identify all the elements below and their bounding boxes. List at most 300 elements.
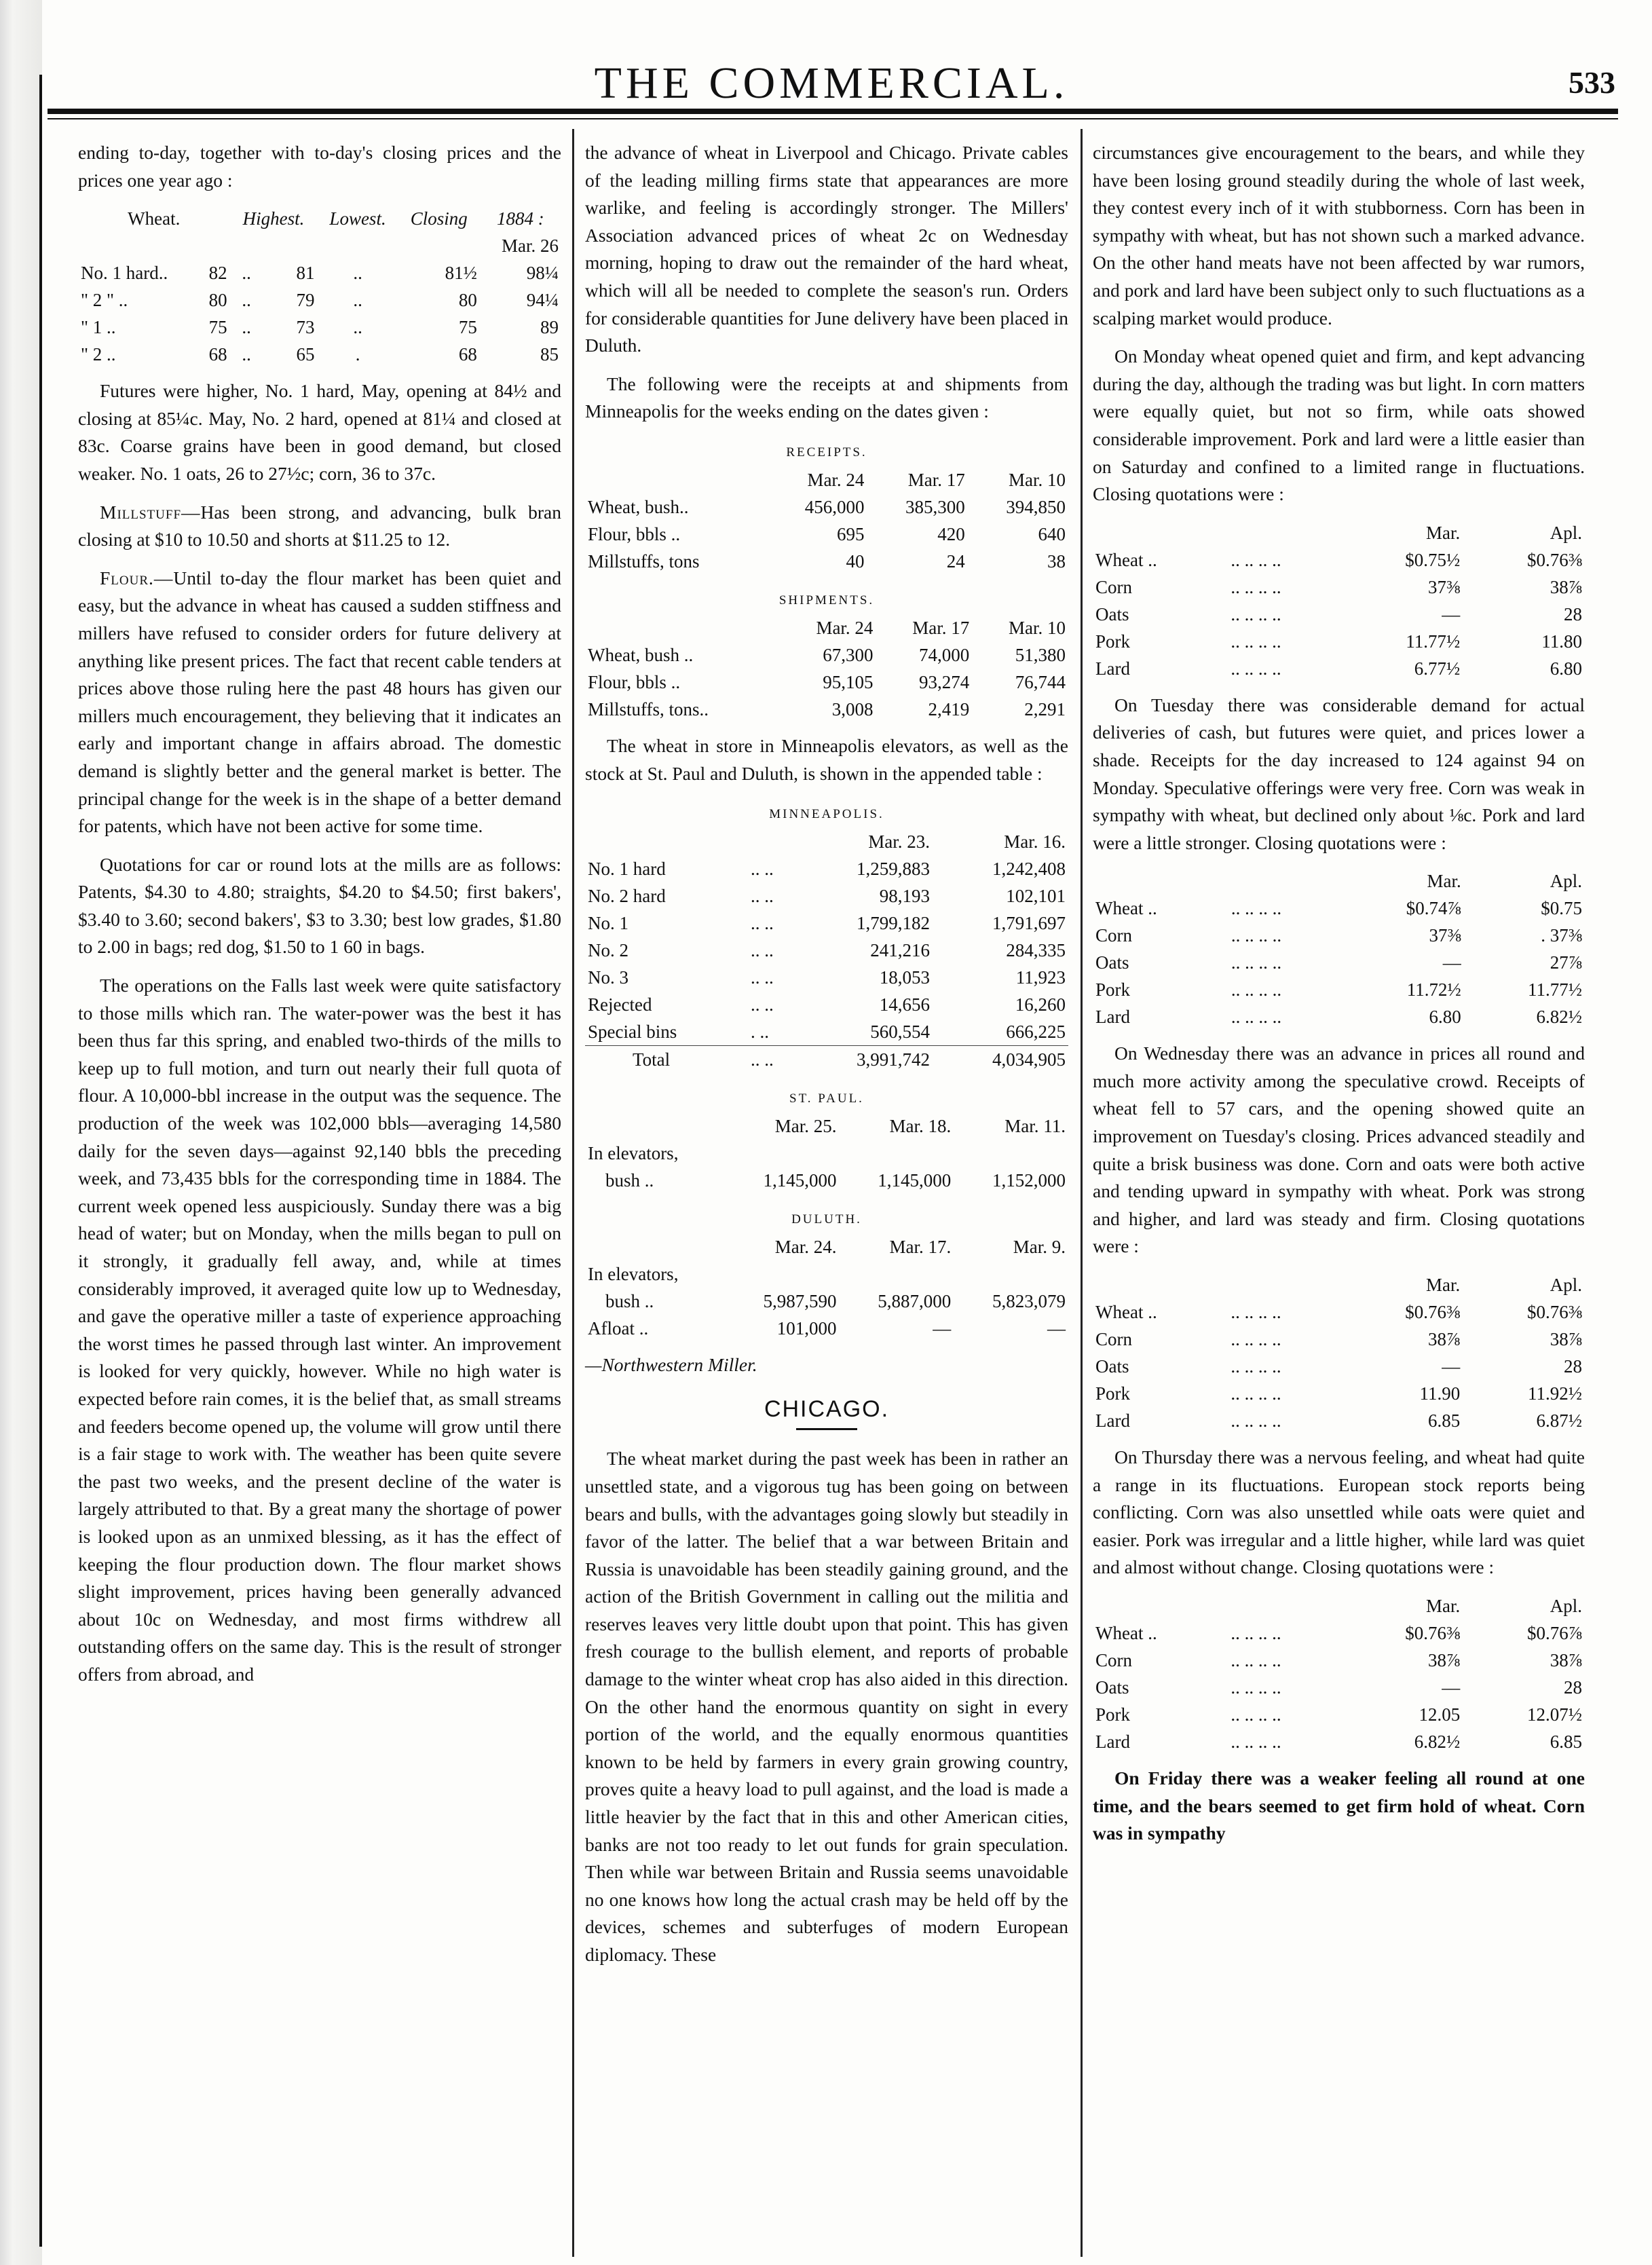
table-row — [585, 1315, 1068, 1342]
table-cell: .. .. — [751, 859, 774, 880]
table-cell: 37⅜ — [1429, 925, 1461, 946]
table-row — [1093, 574, 1585, 601]
page-number: 533 — [1569, 65, 1615, 100]
table-cell: 456,000 — [804, 496, 865, 517]
table-cell: Wheat .. — [1095, 1302, 1157, 1323]
table-cell: Oats — [1095, 603, 1129, 624]
table-cell: — — [1442, 1356, 1461, 1377]
column-rule-1 — [572, 129, 574, 2257]
table-cell: 40 — [846, 550, 865, 572]
table-cell: 89 — [540, 317, 559, 338]
table-cell: Wheat, bush .. — [588, 644, 694, 665]
table-row — [585, 937, 1068, 964]
tuesday-quotes-table — [1093, 867, 1585, 1030]
table-cell: 101,000 — [776, 1318, 837, 1339]
table-cell: Mar. 24 — [816, 617, 874, 638]
table-cell: 11.72½ — [1406, 979, 1461, 1000]
table-cell: Pork — [1095, 979, 1131, 1000]
table-cell: Mar. — [1425, 1596, 1461, 1616]
column-rule-2 — [1081, 129, 1083, 2257]
table-cell: Oats — [1095, 952, 1129, 973]
table-row — [1093, 1728, 1585, 1755]
table-header-row — [1093, 1592, 1585, 1620]
table-cell: 394,850 — [1006, 496, 1066, 517]
table-cell: " 1 .. — [81, 317, 116, 338]
table-row — [585, 521, 1068, 548]
table-cell: Pork — [1095, 1383, 1131, 1404]
table-cell: bush .. — [605, 1291, 654, 1312]
table-cell: Wheat .. — [1095, 549, 1157, 570]
table-row — [1093, 1353, 1585, 1380]
table-cell: Mar. — [1427, 871, 1461, 892]
table-cell: Mar. 11. — [1005, 1116, 1066, 1137]
paragraph-text: Until to-day the flour market has been quiet and easy, but the advance in wheat has caused a sudden stiffness and millers have refused to consider orders for future delivery at anything like present prices. The fact that recent cable tenders at prices above those ruling here the past 48 hours has given our millers much encouragement, they believing that it indicates an early and important change in affairs abroad. The domestic demand is slightly better and the general market is better. The principal change for the week is in the shape of a better demand for patents, which have not been active for some time. — [78, 567, 561, 837]
table-cell: .. .. — [751, 913, 774, 934]
table-row — [1093, 1326, 1585, 1353]
table-cell: Corn — [1095, 1650, 1132, 1670]
table-cell: 6.87½ — [1536, 1410, 1582, 1431]
table-cell: $0.76⅞ — [1527, 1623, 1582, 1643]
table-cell: .. — [242, 290, 251, 311]
table-cell: .. .. .. .. — [1231, 1302, 1281, 1323]
table-cell: In elevators, — [588, 1264, 679, 1285]
table-cell: 28 — [1564, 1356, 1582, 1377]
table-cell: 11.92½ — [1528, 1383, 1582, 1404]
table-cell: 11.80 — [1541, 631, 1582, 652]
paragraph: ending to-day, together with to-day's closing prices and the prices one year ago : — [78, 142, 561, 191]
table-cell: 3,008 — [831, 698, 874, 719]
table-cell: 76,744 — [1015, 671, 1066, 692]
table-cell: No. 3 — [588, 967, 628, 988]
table-cell: Wheat .. — [1095, 1623, 1157, 1643]
table-cell: Flour, bbls .. — [588, 671, 681, 692]
column-3 — [1093, 139, 1585, 1858]
table-cell: Pork — [1095, 1704, 1131, 1725]
table-cell: 75 — [208, 317, 227, 338]
table-row — [585, 910, 1068, 937]
paragraph: circumstances give encouragement to the bears, and while they have been losing ground steadily during the whole of last week, they contest every inch of it with stubborness. Corn has been in sympathy with wheat, but has not shown such a marked advance. On the other hand meats have not been affected by war rumors, and pork and lard have been subject only to such fluctuations as a scalping market would produce. — [1093, 142, 1585, 329]
table-cell: 65 — [296, 344, 315, 365]
table-cell: 385,300 — [905, 496, 965, 517]
table-cell: 68 — [208, 344, 227, 365]
table-cell: Closing — [410, 208, 468, 229]
table-header-row — [585, 466, 1068, 493]
table-cell: No. 2 hard — [588, 886, 666, 907]
table-cell: 95,105 — [823, 671, 874, 692]
table-cell: 560,554 — [870, 1022, 930, 1043]
gutter-line — [39, 75, 42, 2247]
table-cell: Mar. 17 — [907, 469, 965, 490]
table-cell: .. .. .. .. — [1231, 1623, 1281, 1643]
table-row — [1093, 1620, 1585, 1647]
table-row — [585, 696, 1068, 723]
paragraph: On Tuesday there was considerable demand for actual deliveries of cash, but futures were quiet, and prices lower a shade. Receipts for the day increased to 124 against 94 on Monday. Speculative offerings were very free. Corn was weak in sympathy with wheat, but declined only about ⅛c. Pork and lard were a little stronger. Closing quotations were : — [1093, 694, 1585, 853]
table-cell: 5,887,000 — [878, 1291, 952, 1312]
table-cell: 67,300 — [823, 644, 874, 665]
paragraph: On Monday wheat opened quiet and firm, and kept advancing during the day, although the trading was but light. In corn matters were equally quiet, but not so firm, while oats showed considerable improvement. Pork and lard were a little easier than on Saturday and confined to a limited range in fluctuations. Closing quotations were : — [1093, 345, 1585, 505]
table-cell: 24 — [946, 550, 965, 572]
table-cell: 666,225 — [1006, 1022, 1066, 1043]
table-cell: .. .. .. .. — [1231, 603, 1281, 624]
table-cell: Lard — [1095, 1410, 1130, 1431]
table-caption: RECEIPTS. — [786, 445, 867, 460]
paragraph — [78, 565, 561, 840]
paragraph: The wheat market during the past week has been in rather an unsettled state, and a vigorous tug has been going on between bears and bulls, with the advantages going slowly but steadily in favor of the latter. The belief that a war between Britain and Russia is unavoidable has been steadily gaining ground, and the action of the British Government in calling out the militia and reserves leaves very little doubt upon that point. This has given fresh courage to the bullish element, and reports of probable damage to the winter wheat crop has also aided in this direction. On the other hand the enormous quantity on sight in every portion of the world, and the equally enormous quantities known to be held by farmers in every grain growing country, proves quite a heavy load to pull against, and the load is made a little heavier by the fact that in this and other American cities, banks are not too ready to let out funds for grain speculation. Then while war between Britain and Russia seems unavoidable no one knows how long the actual crash may be held off by the devices, schemes and subterfuges of modern European diplomacy. These — [585, 1448, 1068, 1965]
table-cell: 85 — [540, 344, 559, 365]
table-header-row — [78, 205, 561, 232]
table-cell: — — [1047, 1318, 1066, 1339]
table-cell: 6.77½ — [1414, 658, 1461, 679]
section-heading-chicago: CHICAGO. — [764, 1396, 890, 1422]
table-cell: 241,216 — [870, 940, 930, 961]
table-cell: 1,799,182 — [856, 913, 930, 934]
table-cell: .. .. .. .. — [1231, 925, 1282, 946]
table-cell: 6.85 — [1550, 1731, 1582, 1752]
table-cell: 68 — [458, 344, 477, 365]
table-cell: No. 1 hard — [588, 859, 666, 880]
table-cell: Mar. 24 — [807, 469, 865, 490]
table-cell: .. .. — [751, 940, 774, 961]
table-row — [1093, 949, 1585, 976]
source-credit: —Northwestern Miller. — [585, 1354, 757, 1376]
table-cell: .. .. — [751, 994, 774, 1015]
table-cell: .. — [353, 290, 362, 311]
table-header-row — [1093, 867, 1585, 895]
table-cell: $0.74⅞ — [1406, 898, 1461, 919]
table-cell: 28 — [1564, 603, 1582, 624]
table-cell: — — [1442, 1677, 1461, 1698]
table-cell: In elevators, — [588, 1143, 679, 1164]
table-cell: .. — [353, 317, 362, 338]
paragraph: The following were the receipts at and shipments from Minneapolis for the weeks ending on the dates given : — [585, 373, 1068, 422]
table-row — [1093, 1298, 1585, 1326]
table-row — [585, 493, 1068, 521]
table-cell: " 2 " .. — [81, 290, 128, 311]
table-cell: 3,991,742 — [856, 1049, 930, 1070]
table-total-row — [585, 1046, 1068, 1074]
table-cell: — — [933, 1318, 952, 1339]
table-row — [1093, 1647, 1585, 1674]
table-cell: Mar. 23. — [868, 831, 930, 853]
table-cell: Special bins — [588, 1022, 677, 1043]
table-row — [78, 286, 561, 314]
table-cell: — — [1442, 952, 1461, 973]
table-cell: " 2 .. — [81, 344, 116, 365]
table-cell: Mar. 17. — [889, 1237, 952, 1258]
paragraph: On Thursday there was a nervous feeling, and wheat had quite a range in its fluctuations. European stock reports being conflicting. Corn was also unsettled while oats were quiet and easier. Pork was irregular and a little higher, while lard was quiet and almost without change. Closing quotations were : — [1093, 1446, 1585, 1578]
thursday-quotes-table — [1093, 1592, 1585, 1755]
table-cell: 284,335 — [1006, 940, 1066, 961]
table-cell: Lard — [1095, 658, 1130, 679]
table-header-row — [1093, 519, 1585, 546]
paragraph: The operations on the Falls last week were quite satisfactory to those mills which ran. The water-power was the best it has been thus far this spring, and enabled two-thirds of the mills to keep up to full motion, and turn out nearly their full quota of flour. A 10,000-bbl increase in the output was the sequence. The production of the week was 102,000 bbls—averaging 14,580 daily for the seven days—against 92,140 bbls the preceding week, and 73,435 bbls for the corresponding time in 1884. The current week opened less auspiciously. Sunday there was a big head of water; but on Monday, when the mills began to pull on it strongly, it gradually fell away, and, while at times considerably improved, it averaged quite low up to Wednesday, and gave the operative miller a taste of experience approaching the worst times he passed through last winter. An improvement is looked for very quickly, however. While no high water is expected before rain comes, it is the belief that, as small streams and feeders become opened up, the volume will grow until there is a fair stage to work with. The weather has been quite severe the past two weeks, and the present decline of the water is largely attributed to that. By a great many the shortage of power is looked upon as an unmixed blessing, as it has the effect of keeping the flour production down. The flour market shows slight improvement, prices having been generally advanced about 10c on Wednesday, and most firms withdrew all outstanding offers on the same day. This is the result of stronger offers from abroad, and — [78, 975, 561, 1685]
table-cell: Corn — [1095, 925, 1132, 946]
table-cell: 93,274 — [918, 671, 970, 692]
table-cell: 12.07½ — [1527, 1704, 1582, 1725]
wednesday-quotes-table — [1093, 1271, 1585, 1434]
table-cell: 6.80 — [1550, 658, 1582, 679]
table-cell: 28 — [1564, 1677, 1582, 1698]
table-caption: MINNEAPOLIS. — [769, 807, 884, 822]
table-cell: Pork — [1095, 631, 1131, 652]
table-cell: 12.05 — [1419, 1704, 1461, 1725]
table-cell: Total — [633, 1049, 671, 1070]
table-cell: Mar. 25. — [774, 1116, 837, 1137]
table-cell: — — [1442, 603, 1461, 624]
table-cell: 38⅞ — [1550, 576, 1582, 597]
table-cell: No. 2 — [588, 940, 628, 961]
table-cell: Mar. 26 — [502, 236, 559, 257]
table-cell: 81½ — [445, 263, 477, 284]
table-row — [585, 1140, 1068, 1167]
run-in-heading: Millstuff— — [100, 501, 201, 523]
table-cell: Apl. — [1550, 871, 1582, 892]
table-cell: 420 — [937, 523, 965, 544]
table-row — [78, 314, 561, 341]
table-cell: No. 1 hard.. — [81, 263, 168, 284]
table-header-row — [585, 1233, 1068, 1260]
running-head: THE COMMERCIAL. — [594, 58, 1069, 108]
table-cell: $0.76⅜ — [1527, 1302, 1582, 1323]
table-row — [1093, 1003, 1585, 1030]
table-cell: .. .. .. .. — [1231, 631, 1281, 652]
table-row — [585, 1288, 1068, 1315]
table-cell: . 37⅜ — [1541, 925, 1582, 946]
table-cell: 27⅞ — [1550, 952, 1582, 973]
table-cell: Lard — [1095, 1731, 1130, 1752]
table-cell: 18,053 — [879, 967, 930, 988]
table-row — [78, 259, 561, 286]
table-cell: Millstuffs, tons — [588, 550, 700, 572]
monday-quotes-table — [1093, 519, 1585, 682]
table-cell: Apl. — [1550, 522, 1582, 543]
table-row — [1093, 1701, 1585, 1728]
paragraph: Quotations for car or round lots at the mills are as follows: Patents, $4.30 to 4.80; straights, $4.20 to $4.50; first bakers', $3.40 to 3.60; second bakers', $3 to 3.30; best low grades, $1.80 to 2.00 in bags; red dog, $1.50 to 1 60 in bags. — [78, 853, 561, 958]
table-cell: . .. — [751, 1022, 770, 1043]
table-cell: Apl. — [1550, 1596, 1582, 1616]
table-cell: Oats — [1095, 1356, 1129, 1377]
table-cell: 1,145,000 — [763, 1170, 837, 1191]
table-cell: .. — [353, 263, 362, 284]
table-cell: Corn — [1095, 1329, 1132, 1350]
table-cell: 38 — [1047, 550, 1066, 572]
table-cell: 75 — [458, 317, 477, 338]
table-cell: .. .. .. .. — [1231, 1704, 1281, 1725]
table-cell: Corn — [1095, 576, 1132, 597]
table-cell: 16,260 — [1015, 994, 1066, 1015]
table-cell: 1,242,408 — [992, 859, 1066, 880]
table-cell: 80 — [458, 290, 477, 311]
table-cell: Highest. — [242, 208, 305, 229]
table-header-row — [585, 614, 1068, 641]
paragraph: The wheat in store in Minneapolis elevators, as well as the stock at St. Paul and Duluth, is shown in the appended table : — [585, 734, 1068, 784]
table-cell: 6.80 — [1429, 1007, 1461, 1028]
table-cell: 6.82½ — [1536, 1007, 1582, 1028]
table-cell: 38⅞ — [1427, 1329, 1461, 1350]
table-cell: Lard — [1095, 1007, 1130, 1028]
table-cell: .. .. .. .. — [1231, 1007, 1282, 1028]
table-cell: Mar. 10 — [1009, 469, 1066, 490]
table-cell: $0.76⅜ — [1405, 1623, 1461, 1643]
table-row — [585, 1018, 1068, 1046]
header-rule-thick — [48, 109, 1618, 114]
table-cell: 11,923 — [1015, 967, 1066, 988]
table-row — [585, 855, 1068, 882]
table-cell: 6.85 — [1427, 1410, 1461, 1431]
table-row — [585, 1167, 1068, 1194]
table-row — [585, 991, 1068, 1018]
table-row — [1093, 895, 1585, 922]
table-cell: 74,000 — [918, 644, 970, 665]
table-row — [585, 1260, 1068, 1288]
table-cell: Rejected — [588, 994, 652, 1015]
table-row — [1093, 1674, 1585, 1701]
table-cell: Mar. 17 — [912, 617, 970, 638]
binding-margin — [0, 0, 42, 2265]
table-cell: Apl. — [1550, 1275, 1582, 1296]
table-cell: 640 — [1038, 523, 1066, 544]
table-row — [1093, 1380, 1585, 1407]
table-cell: 38⅞ — [1550, 1329, 1582, 1350]
table-caption: DULUTH. — [791, 1212, 862, 1227]
table-cell: 695 — [836, 523, 865, 544]
table-cell: 1,152,000 — [992, 1170, 1066, 1191]
table-cell: $0.76⅜ — [1405, 1302, 1461, 1323]
table-cell: 73 — [296, 317, 315, 338]
table-cell: 102,101 — [1006, 886, 1066, 907]
paragraph: Futures were higher, No. 1 hard, May, opening at 84½ and closing at 85¼c. May, No. 2 hard, opened at 81¼ and closed at 83c. Coarse grains have been in good demand, but closed weaker. No. 1 oats, 26 to 27½c; corn, 36 to 37c. — [78, 380, 561, 484]
table-cell: Mar. 16. — [1004, 831, 1066, 853]
table-cell: .. .. — [751, 1049, 774, 1070]
table-cell: 82 — [208, 263, 227, 284]
column-1 — [78, 139, 561, 1700]
table-cell: .. .. .. .. — [1231, 1650, 1281, 1670]
duluth-stock-table — [585, 1203, 1068, 1342]
table-cell: Mar. 9. — [1013, 1237, 1066, 1258]
table-cell: 38⅞ — [1550, 1650, 1582, 1670]
table-row — [585, 882, 1068, 910]
table-cell: 1,259,883 — [856, 859, 930, 880]
table-cell: $0.75½ — [1405, 549, 1461, 570]
table-cell: 81 — [296, 263, 315, 284]
table-cell: .. .. .. .. — [1231, 1356, 1281, 1377]
table-header-row — [585, 1112, 1068, 1140]
minneapolis-wheat-quotes-table — [78, 205, 561, 368]
table-cell: .. .. .. .. — [1231, 898, 1282, 919]
table-cell: 51,380 — [1015, 644, 1066, 665]
table-cell: bush .. — [605, 1170, 654, 1191]
table-cell: .. .. .. .. — [1231, 1383, 1281, 1404]
paragraph: the advance of wheat in Liverpool and Chicago. Private cables of the leading milling firms state that appearances are more warlike, and feeling is accordingly stronger. The Millers' Association advanced prices of wheat 2c on Wednesday morning, hoping to draw out the remainder of the hard wheat, which will all be needed to complete the season's run. Orders for considerable quantities for June delivery have been placed in Duluth. — [585, 142, 1068, 356]
column-2 — [585, 139, 1068, 1980]
table-cell: 2,419 — [928, 698, 970, 719]
table-cell: 94¼ — [526, 290, 559, 311]
table-cell: .. — [242, 317, 251, 338]
table-cell: Mar. — [1425, 522, 1461, 543]
table-cell: .. .. .. .. — [1231, 576, 1281, 597]
table-cell: 79 — [296, 290, 315, 311]
table-cell: .. — [242, 344, 251, 365]
table-cell: Mar. 24. — [774, 1237, 837, 1258]
table-row — [585, 964, 1068, 991]
paragraph: On Friday there was a weaker feeling all round at one time, and the bears seemed to get firm hold of wheat. Corn was in sympathy — [1093, 1767, 1585, 1844]
shipments-table — [585, 584, 1068, 723]
st-paul-stock-table — [585, 1083, 1068, 1194]
receipts-table — [585, 436, 1068, 575]
table-row — [585, 669, 1068, 696]
table-cell: Oats — [1095, 1677, 1129, 1698]
table-cell: 98,193 — [879, 886, 930, 907]
table-cell: 37⅜ — [1427, 576, 1461, 597]
paragraph: On Wednesday there was an advance in prices all round and much more activity among the speculative crowd. Receipts of wheat fell to 57 cars, and the opening showed quite an improvement on Tuesday's closing. Prices advanced steadily and quite a brisk business was done. Corn and oats were both active and tending upward in sympathy with wheat. Pork was strong and higher, and lard was steady and firm. Closing quotations were : — [1093, 1043, 1585, 1257]
table-cell: 5,987,590 — [763, 1291, 837, 1312]
table-cell: $0.76⅜ — [1527, 549, 1582, 570]
table-row — [585, 641, 1068, 669]
table-row — [1093, 655, 1585, 682]
table-cell: 2,291 — [1024, 698, 1066, 719]
table-cell: 38⅞ — [1427, 1650, 1461, 1670]
table-header-row — [585, 828, 1068, 855]
table-cell: 1,145,000 — [878, 1170, 952, 1191]
table-cell: Wheat .. — [1095, 898, 1157, 919]
table-cell: Lowest. — [329, 208, 386, 229]
table-cell: .. .. .. .. — [1231, 952, 1282, 973]
table-cell: 1884 : — [497, 208, 544, 229]
table-cell: 14,656 — [879, 994, 930, 1015]
table-cell: 4,034,905 — [992, 1049, 1066, 1070]
table-cell: .. .. .. .. — [1231, 1329, 1281, 1350]
table-caption: ST. PAUL. — [789, 1091, 864, 1106]
table-cell: .. .. — [751, 886, 774, 907]
table-cell: Mar. 18. — [889, 1116, 952, 1137]
table-cell: 1,791,697 — [992, 913, 1066, 934]
table-cell: Flour, bbls .. — [588, 523, 681, 544]
table-cell: .. .. .. .. — [1231, 979, 1282, 1000]
table-cell: Afloat .. — [588, 1318, 649, 1339]
table-cell: $0.75 — [1541, 898, 1582, 919]
table-caption: SHIPMENTS. — [778, 593, 875, 607]
table-header-row — [1093, 1271, 1585, 1298]
table-cell: Wheat. — [128, 208, 181, 229]
table-row — [1093, 546, 1585, 574]
table-cell: Mar. 10 — [1009, 617, 1066, 638]
table-cell: .. — [242, 263, 251, 284]
header-rule-thin — [48, 118, 1618, 119]
table-row — [1093, 922, 1585, 949]
table-cell: .. .. .. .. — [1231, 549, 1281, 570]
table-cell: .. .. .. .. — [1231, 658, 1281, 679]
table-row — [1093, 628, 1585, 655]
table-cell: 5,823,079 — [992, 1291, 1066, 1312]
table-cell: .. .. .. .. — [1231, 1677, 1281, 1698]
table-cell: .. .. — [751, 967, 774, 988]
minneapolis-stock-table — [585, 798, 1068, 1073]
table-cell: No. 1 — [588, 913, 628, 934]
table-cell: Wheat, bush.. — [588, 496, 689, 517]
paragraph-text: Has been strong, and advancing, bulk bran closing at $10 to 10.50 and shorts at $11.25 to 12. — [78, 501, 561, 550]
table-cell: Mar. — [1425, 1275, 1461, 1296]
table-cell: .. .. .. .. — [1231, 1731, 1281, 1752]
table-row — [78, 341, 561, 368]
table-row — [78, 232, 561, 259]
table-row — [1093, 601, 1585, 628]
table-cell: 98¼ — [526, 263, 559, 284]
table-cell: .. .. .. .. — [1231, 1410, 1281, 1431]
table-cell: 11.77½ — [1528, 979, 1582, 1000]
section-rule — [796, 1428, 857, 1430]
run-in-heading: Flour.— — [100, 567, 174, 588]
table-row — [1093, 1407, 1585, 1434]
